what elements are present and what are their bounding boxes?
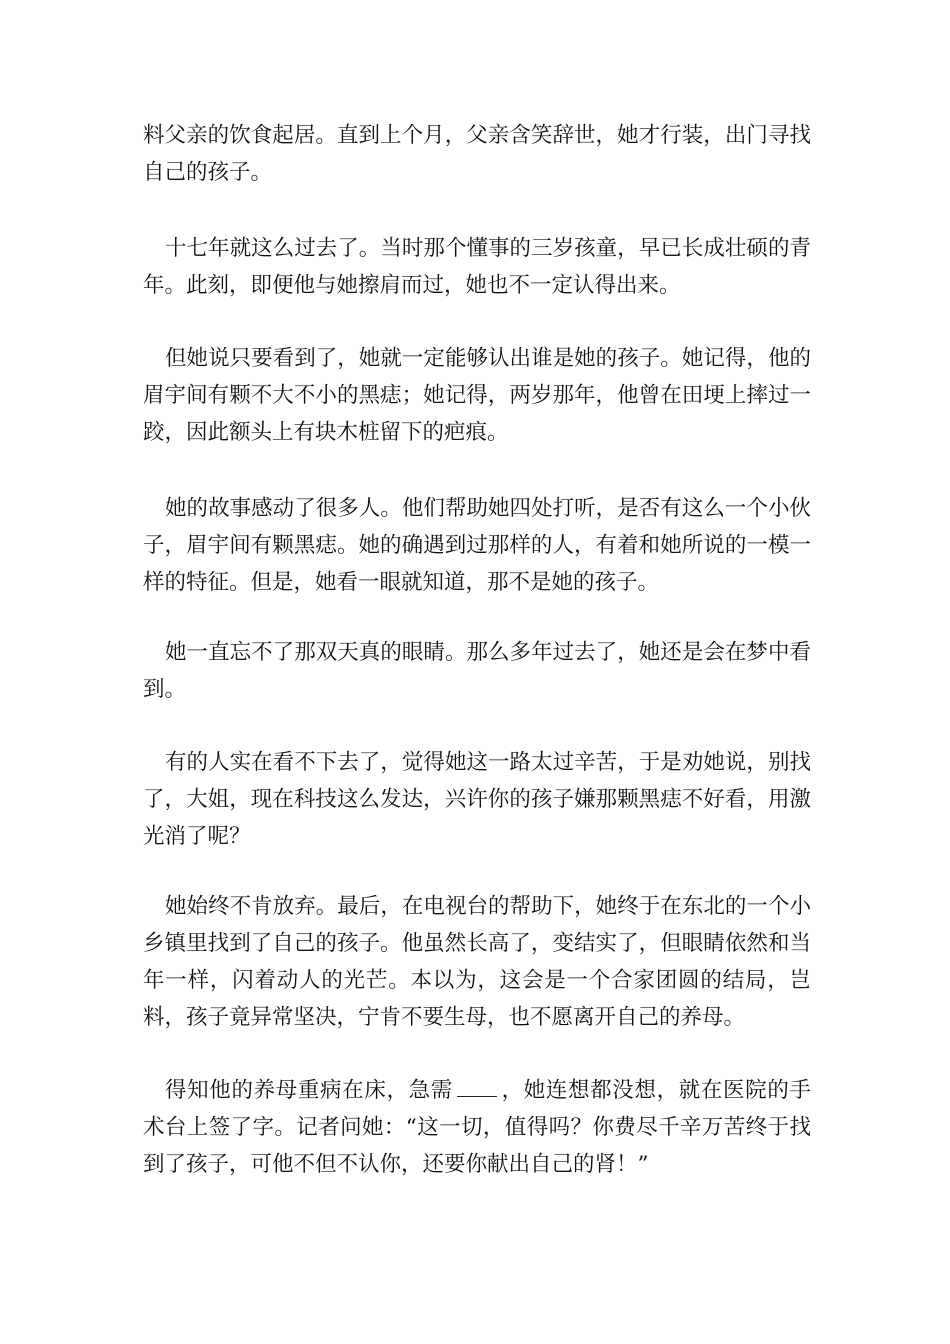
paragraph-4: 她的故事感动了很多人。他们帮助她四处打听，是否有这么一个小伙子，眉宇间有颗黑痣。她的确遇到过那样的人，有着和她所说的一模一样的特征。但是，她看一眼就知道，那不是她的孩子。	[143, 496, 811, 595]
paragraph-8-after-blank: ，她连想都没想，就在医院的手术台上签了字。记者问她：“这一切，值得吗？你费尽千辛万苦终于找到了孩子，可他不但不认你，还要你献出自己的肾！”	[143, 1078, 811, 1177]
paragraph-3: 但她说只要看到了，她就一定能够认出谁是她的孩子。她记得，他的眉宇间有颗不大不小的黑痣；她记得，两岁那年，他曾在田埂上摔过一跤，因此额头上有块木桩留下的疤痕。	[143, 346, 811, 445]
paragraph-8	[143, 1072, 811, 1183]
paragraph-1: 料父亲的饮食起居。直到上个月，父亲含笑辞世，她才行装，出门寻找自己的孩子。	[143, 123, 811, 185]
paragraph-6: 有的人实在看不下去了，觉得她这一路太过辛苦，于是劝她说，别找了，大姐，现在科技这么发达，兴许你的孩子嫌那颗黑痣不好看，用激光消了呢？	[143, 750, 811, 849]
paragraph-2: 十七年就这么过去了。当时那个懂事的三岁孩童，早已长成壮硕的青年。此刻，即便他与她擦肩而过，她也不一定认得出来。	[143, 236, 811, 298]
paragraph-8-before-blank: 得知他的养母重病在床，急需	[165, 1078, 453, 1103]
paragraph-5: 她一直忘不了那双天真的眼睛。那么多年过去了，她还是会在梦中看到。	[143, 640, 811, 702]
fill-in-blank	[457, 1076, 497, 1097]
paragraph-7: 她始终不肯放弃。最后，在电视台的帮助下，她终于在东北的一个小乡镇里找到了自己的孩子。他虽然长高了，变结实了，但眼睛依然和当年一样，闪着动人的光芒。本以为，这会是一个合家团圆的结局，岂料，孩子竟异常坚决，宁肯不要生母，也不愿离开自己的养母。	[143, 894, 811, 1030]
